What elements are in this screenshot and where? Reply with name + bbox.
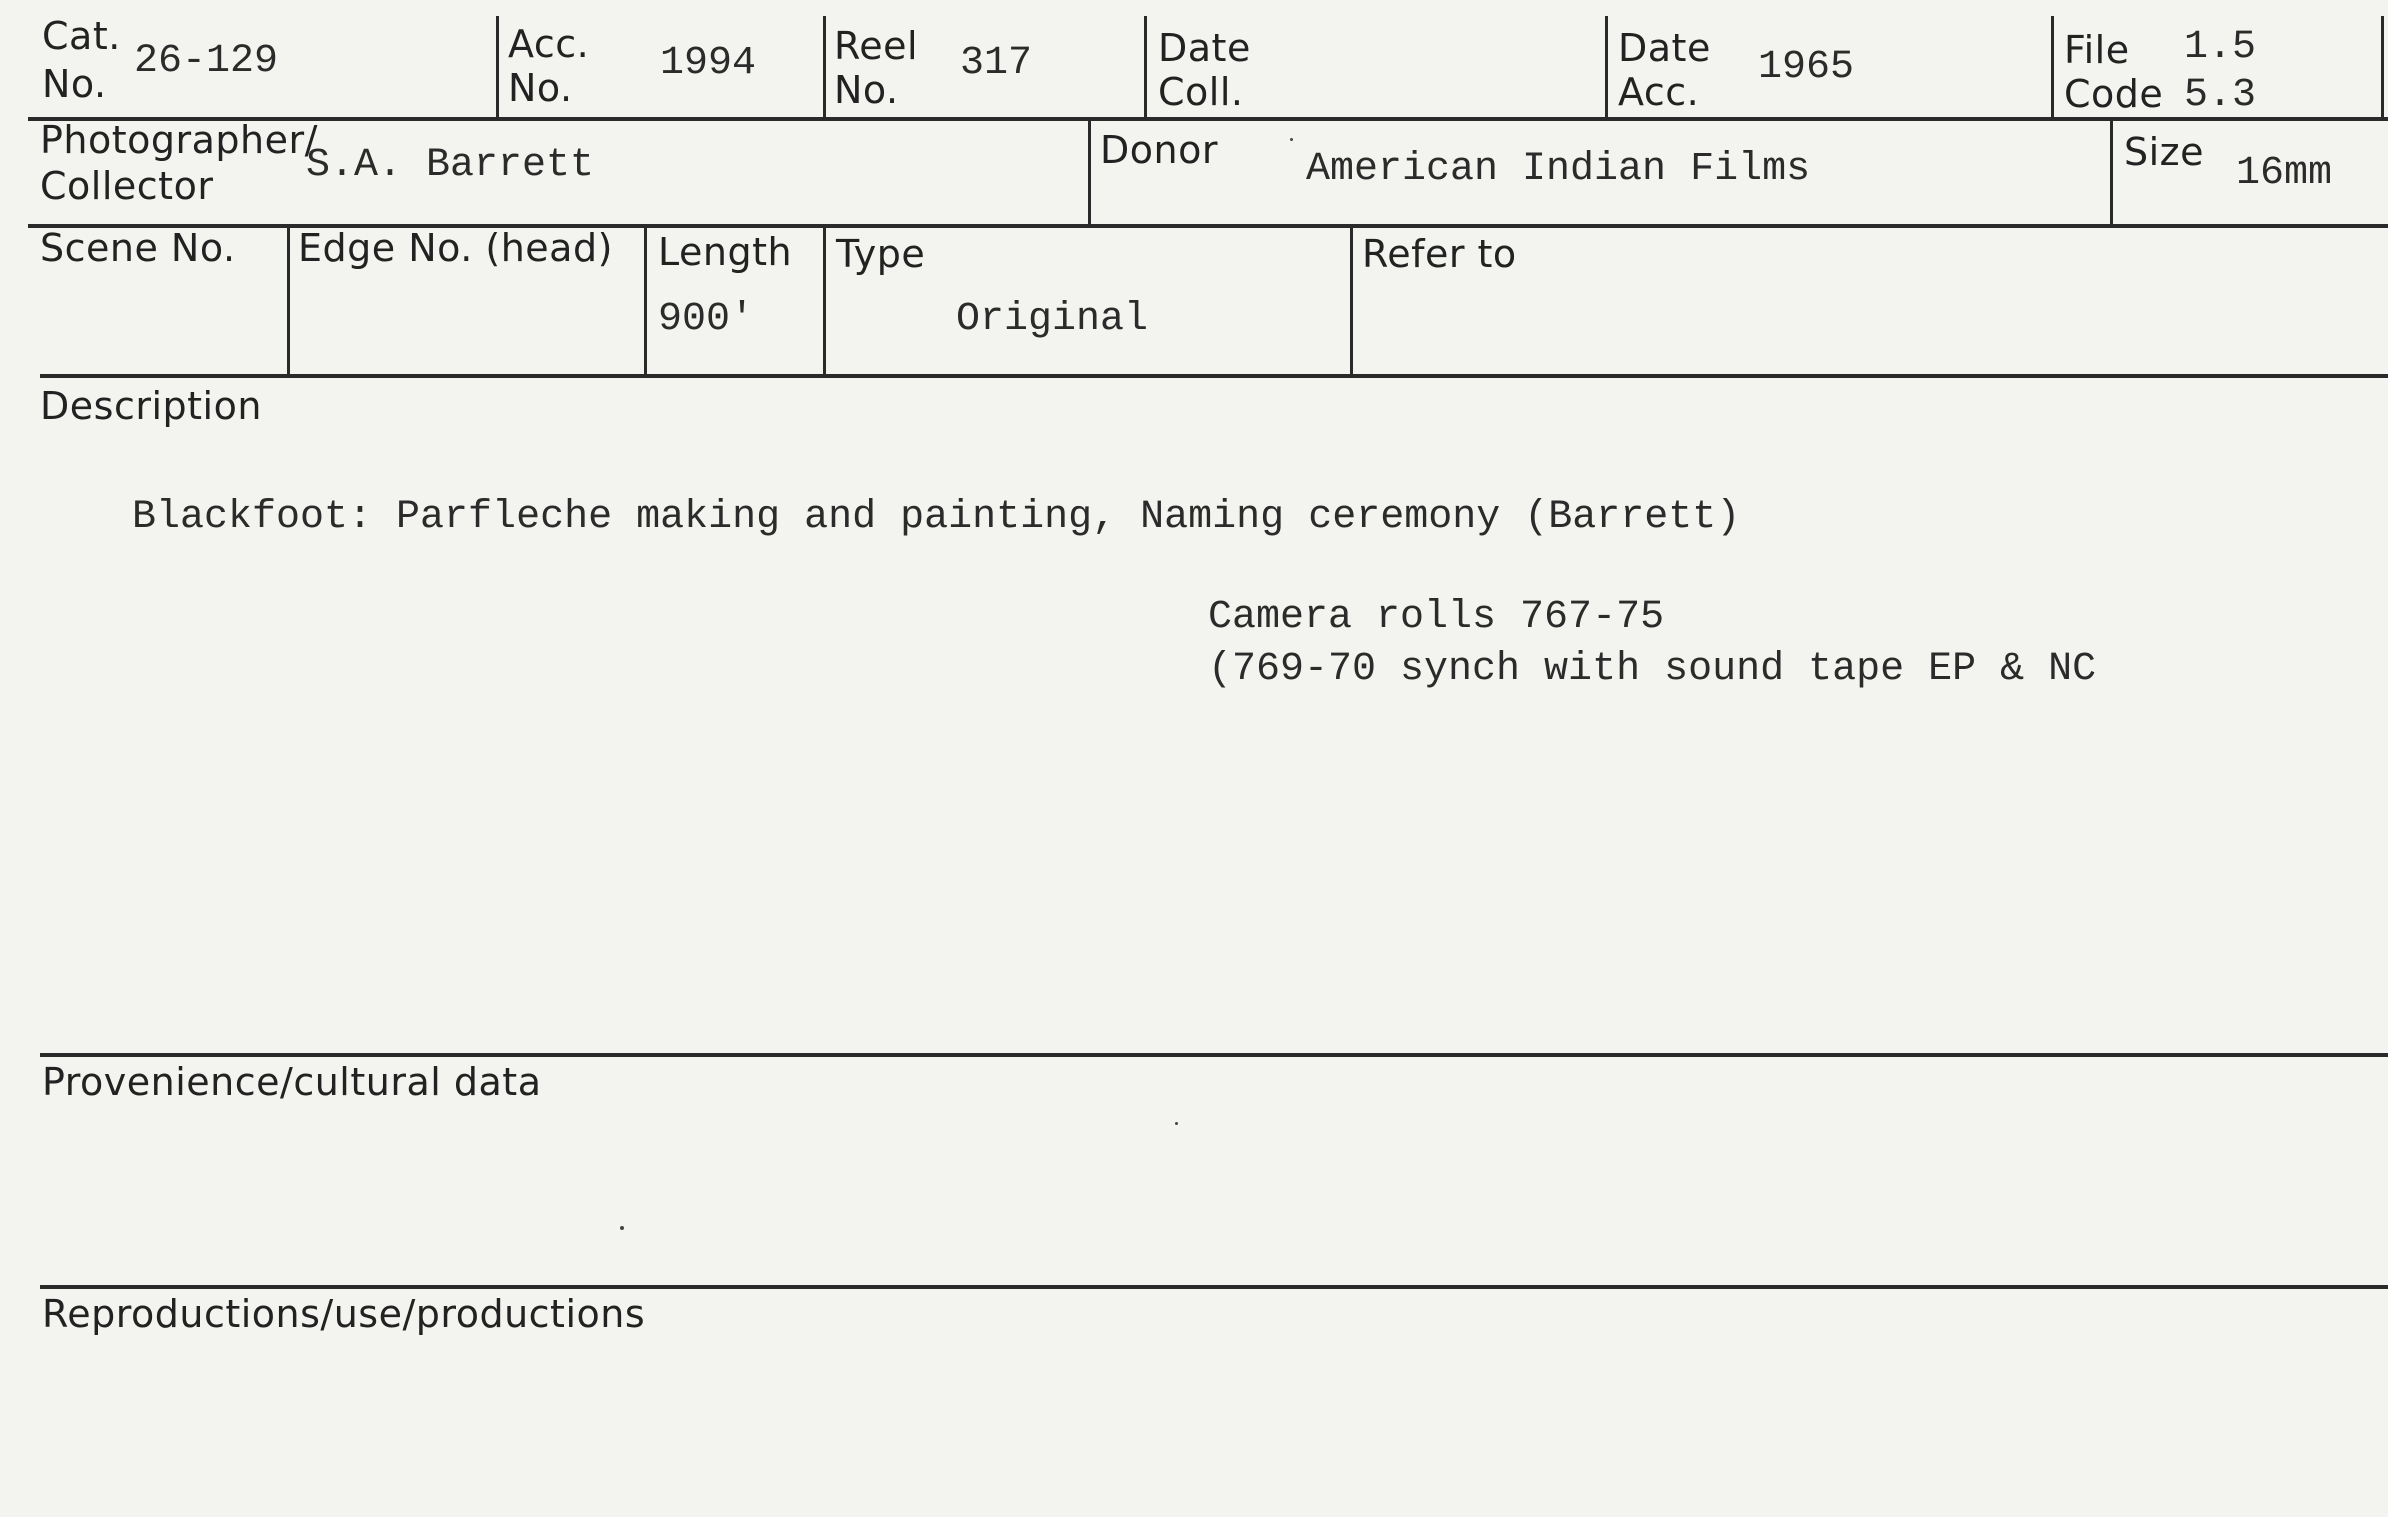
rule-provenience-bottom	[40, 1285, 2388, 1289]
value-reel-no: 317	[960, 41, 1033, 86]
value-date-acc: 1965	[1758, 45, 1855, 90]
label-size: Size	[2124, 130, 2205, 174]
label-edge-no: Edge No. (head)	[298, 226, 613, 270]
label-collector: Collector	[40, 164, 214, 208]
divider-donor-size	[2110, 119, 2113, 224]
description-line-1: Blackfoot: Parfleche making and painting, Naming ceremony (Barrett)	[132, 495, 1741, 540]
value-length: 900'	[658, 297, 755, 342]
label-donor: Donor	[1100, 128, 1218, 172]
label-provenience: Provenience/cultural data	[42, 1060, 542, 1104]
label-photographer: Photographer/	[40, 118, 318, 162]
description-line-3: (769-70 synch with sound tape EP & NC	[1208, 647, 2097, 692]
label-scene-no: Scene No.	[40, 226, 236, 270]
label-cat: Cat.	[42, 14, 121, 58]
divider-datecoll-dateacc	[1605, 16, 1608, 117]
label-date-acc-2: Acc.	[1618, 70, 1700, 114]
label-reel-no: No.	[834, 68, 899, 112]
label-length: Length	[658, 230, 793, 274]
divider-reel-datecoll	[1144, 16, 1147, 117]
value-acc-no: 1994	[660, 41, 757, 86]
speck	[1175, 1122, 1178, 1125]
divider-edge-length	[644, 226, 647, 374]
label-reproductions: Reproductions/use/productions	[42, 1292, 646, 1336]
divider-dateacc-file	[2051, 16, 2054, 117]
rule-row1-bottom	[28, 117, 2388, 121]
speck	[620, 1226, 624, 1230]
label-date-coll-2: Coll.	[1158, 70, 1244, 114]
rule-description-bottom	[40, 1053, 2388, 1057]
value-type: Original	[956, 297, 1149, 342]
divider-type-refer	[1350, 226, 1353, 374]
rule-row3-bottom	[40, 374, 2388, 378]
label-date-coll: Date	[1158, 26, 1251, 70]
value-code: 5.3	[2184, 73, 2257, 118]
label-acc: Acc.	[508, 22, 590, 66]
label-code: Code	[2064, 72, 2164, 116]
label-cat-no: No.	[42, 62, 107, 106]
divider-photographer-donor	[1088, 119, 1091, 224]
divider-scene-edge	[287, 226, 290, 374]
divider-length-type	[823, 226, 826, 374]
label-refer-to: Refer to	[1362, 232, 1517, 276]
label-file: File	[2064, 28, 2130, 72]
label-acc-no: No.	[508, 66, 573, 110]
speck	[1290, 138, 1293, 141]
divider-right-edge-row1	[2381, 16, 2384, 117]
label-reel: Reel	[834, 24, 919, 68]
description-line-2: Camera rolls 767-75	[1208, 595, 1665, 640]
value-size: 16mm	[2236, 151, 2333, 196]
divider-cat-acc	[496, 16, 499, 117]
label-description: Description	[40, 384, 262, 428]
label-date-acc: Date	[1618, 26, 1711, 70]
value-photographer: S.A. Barrett	[306, 143, 595, 188]
value-file: 1.5	[2184, 25, 2257, 70]
divider-acc-reel	[823, 16, 826, 117]
label-type: Type	[836, 232, 926, 276]
value-cat-no: 26-129	[134, 39, 279, 84]
value-donor: American Indian Films	[1306, 147, 1811, 192]
